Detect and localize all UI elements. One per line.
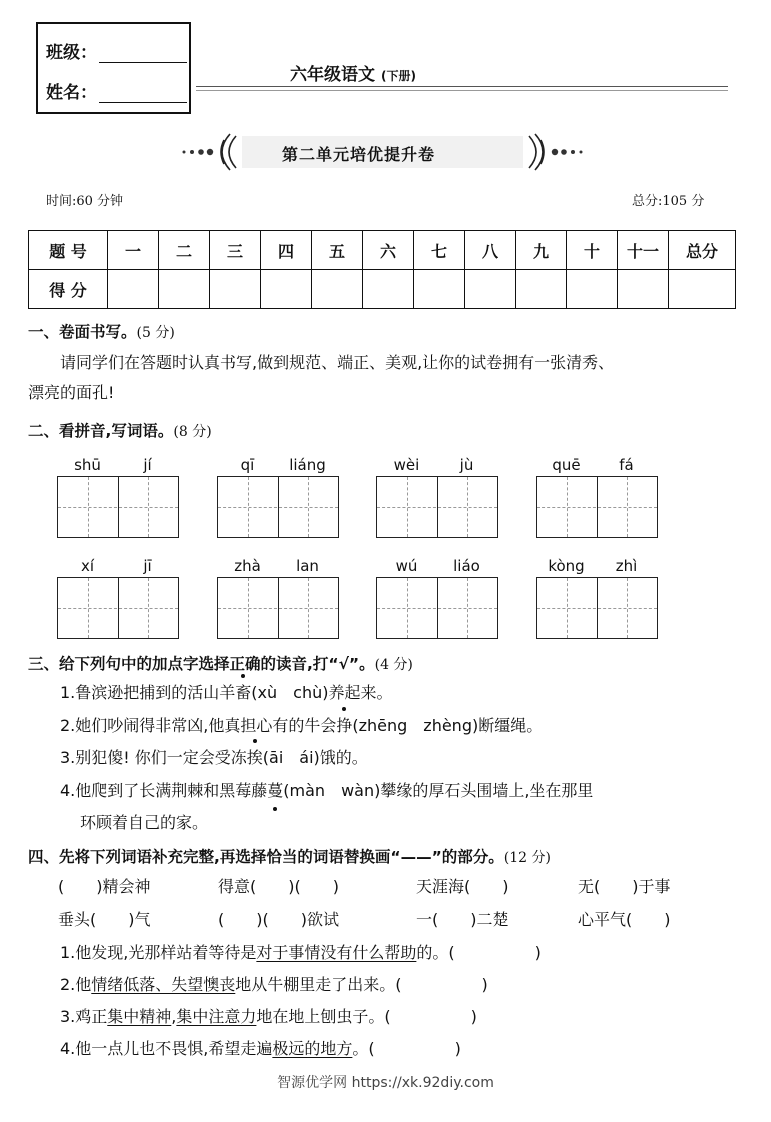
title-sub: (下册) (381, 69, 416, 83)
pinyin-item (376, 557, 498, 641)
word-fill-1[interactable]: ( )精会神 (58, 877, 151, 896)
table-cell: 得 分 (29, 270, 108, 309)
pinyin-item (217, 456, 339, 540)
page-title (290, 60, 416, 85)
question-text: 2.他 (60, 975, 92, 994)
score-value-row (29, 270, 736, 309)
section-1-text-line1: 请同学们在答题时认真书写,做到规范、端正、美观,让你的试卷拥有一张清秀、 (60, 353, 615, 372)
section-title: 一、卷面书写。 (28, 323, 137, 341)
pinyin: jí (143, 456, 152, 474)
section-1-heading (28, 320, 175, 342)
pinyin-item (57, 456, 179, 540)
question-text: 2.她们吵闹得非常凶,他真担心有的牛会 (60, 716, 337, 735)
question-text: 3.别犯傻! 你们一定会受冻 (60, 748, 247, 767)
pinyin: fá (619, 456, 634, 474)
table-cell: 十一 (618, 231, 669, 270)
table-cell: 总分 (669, 231, 736, 270)
total-score-info: 总分:105 分 (632, 194, 705, 209)
pinyin: jù (459, 456, 474, 474)
writing-grid[interactable] (376, 577, 498, 639)
pinyin: jī (143, 557, 152, 575)
pinyin: liáo (453, 557, 480, 575)
underlined-phrase: 情绪低落、失望懊丧 (91, 975, 236, 994)
table-cell: 九 (516, 231, 567, 270)
name-blank[interactable] (99, 84, 187, 103)
pinyin: wèi (393, 456, 420, 474)
score-cell[interactable] (108, 270, 159, 309)
title-rule-thin (196, 90, 728, 91)
pinyin: xí (80, 557, 95, 575)
word-fill-4[interactable]: 无( )于事 (578, 877, 671, 896)
time-info: 时间:60 分钟 (46, 194, 124, 209)
table-cell: 一 (108, 231, 159, 270)
score-cell[interactable] (567, 270, 618, 309)
name-box (36, 22, 191, 114)
class-blank[interactable] (99, 44, 187, 63)
word-fill-2[interactable]: 得意( )( ) (218, 877, 339, 896)
question-options[interactable]: (xù chù)养起来。 (251, 683, 393, 702)
score-cell[interactable] (312, 270, 363, 309)
section-points: (5 分) (136, 325, 175, 341)
question-text: 1.鲁滨逊把捕到的活山羊 (60, 683, 236, 702)
pinyin-item (376, 456, 498, 540)
section-title: 三、给下列句中的加点字选择正确的读音,打“√”。 (28, 655, 375, 673)
name-field[interactable] (46, 78, 187, 103)
pinyin: liáng (289, 456, 326, 474)
pinyin: lan (296, 557, 319, 575)
score-header-row (29, 231, 736, 270)
question-4-1 (60, 938, 541, 968)
section-points: (12 分) (503, 850, 551, 866)
table-cell: 十 (567, 231, 618, 270)
underlined-phrase: 极远的地方 (272, 1039, 353, 1058)
score-cell[interactable] (210, 270, 261, 309)
underlined-phrase: 对于事情没有什么帮助 (256, 943, 417, 962)
answer-blank[interactable]: 地从牛棚里走了出来。( ) (235, 975, 488, 994)
section-2-heading (28, 419, 212, 441)
class-field[interactable] (46, 38, 187, 63)
section-points: (4 分) (374, 657, 413, 673)
question-text: 4.他爬到了长满荆棘和黑莓藤 (60, 781, 268, 800)
unit-title: 第二单元培优提升卷 (282, 145, 436, 164)
question-3-4 (60, 776, 593, 806)
score-cell[interactable] (261, 270, 312, 309)
question-options[interactable]: (zhēng zhèng)断缰绳。 (352, 716, 543, 735)
writing-grid[interactable] (217, 577, 339, 639)
dotted-char: 畜 (235, 678, 251, 708)
section-title: 四、先将下列词语补充完整,再选择恰当的词语替换画“——”的部分。 (28, 848, 504, 866)
question-3-2 (60, 711, 542, 741)
title-rule (196, 86, 728, 87)
question-4-4 (60, 1034, 461, 1064)
word-fill-7[interactable]: 一( )二楚 (416, 910, 509, 929)
pinyin-item (536, 557, 658, 641)
table-cell: 二 (159, 231, 210, 270)
pinyin-item (217, 557, 339, 641)
pinyin: shū (74, 456, 101, 474)
table-cell: 五 (312, 231, 363, 270)
question-text: 3.鸡正 (60, 1007, 108, 1026)
question-4-3 (60, 1002, 477, 1032)
word-fill-3[interactable]: 天涯海( ) (416, 877, 509, 896)
pinyin-item (536, 456, 658, 540)
writing-grid[interactable] (536, 476, 658, 538)
class-label: 班级： (46, 43, 97, 63)
question-3-4-continued: 环顾着自己的家。 (80, 813, 209, 832)
table-cell: 题 号 (29, 231, 108, 270)
answer-blank[interactable]: 地在地上刨虫子。( ) (256, 1007, 477, 1026)
score-cell[interactable] (363, 270, 414, 309)
score-cell[interactable] (414, 270, 465, 309)
pinyin-item (57, 557, 179, 641)
footer-watermark: 智源优学网 https://xk.92diy.com (277, 1075, 494, 1091)
dotted-char: 挨 (247, 743, 263, 773)
dotted-char: 挣 (336, 711, 352, 741)
word-fill-8[interactable]: 心平气( ) (578, 910, 671, 929)
score-cell[interactable] (159, 270, 210, 309)
pinyin: zhì (615, 557, 638, 575)
writing-grid[interactable] (217, 476, 339, 538)
pinyin: wú (395, 557, 418, 575)
writing-grid[interactable] (57, 577, 179, 639)
pinyin: quē (552, 456, 581, 474)
section-4-heading (28, 845, 551, 867)
table-cell: 八 (465, 231, 516, 270)
writing-grid[interactable] (57, 476, 179, 538)
writing-grid[interactable] (536, 577, 658, 639)
section-title: 二、看拼音,写词语。 (28, 422, 174, 440)
question-options[interactable]: (màn wàn)攀缘的厚石头围墙上,坐在那里 (283, 781, 594, 800)
pinyin: zhà (234, 557, 261, 575)
underlined-phrase: 集中注意力 (176, 1007, 257, 1026)
writing-grid[interactable] (376, 476, 498, 538)
underlined-phrase: 集中精神 (107, 1007, 172, 1026)
score-cell[interactable] (618, 270, 669, 309)
dotted-char: 蔓 (267, 776, 283, 806)
word-fill-5[interactable]: 垂头( )气 (58, 910, 151, 929)
question-3-1 (60, 678, 392, 708)
table-cell: 四 (261, 231, 312, 270)
score-cell[interactable] (465, 270, 516, 309)
score-table (28, 230, 736, 309)
score-cell[interactable] (669, 270, 736, 309)
word-fill-6[interactable]: ( )( )欲试 (218, 910, 339, 929)
question-text: , (171, 1007, 177, 1026)
question-text: 4.他一点儿也不畏惧,希望走遍 (60, 1039, 273, 1058)
section-points: (8 分) (173, 424, 212, 440)
title-text: 六年级语文 (290, 65, 375, 85)
answer-blank[interactable]: 的。( ) (416, 943, 541, 962)
question-4-2 (60, 970, 488, 1000)
answer-blank[interactable]: 。( ) (352, 1039, 461, 1058)
name-label: 姓名： (46, 83, 97, 103)
table-cell: 三 (210, 231, 261, 270)
question-text: 1.他发现,光那样站着等待是 (60, 943, 257, 962)
section-3-heading (28, 652, 413, 674)
pinyin: qī (240, 456, 255, 474)
score-cell[interactable] (516, 270, 567, 309)
question-options[interactable]: (āi ái)饿的。 (262, 748, 368, 767)
table-cell: 七 (414, 231, 465, 270)
table-cell: 六 (363, 231, 414, 270)
pinyin: kòng (548, 557, 585, 575)
question-3-3 (60, 743, 368, 773)
section-1-text-line2: 漂亮的面孔! (28, 383, 115, 402)
